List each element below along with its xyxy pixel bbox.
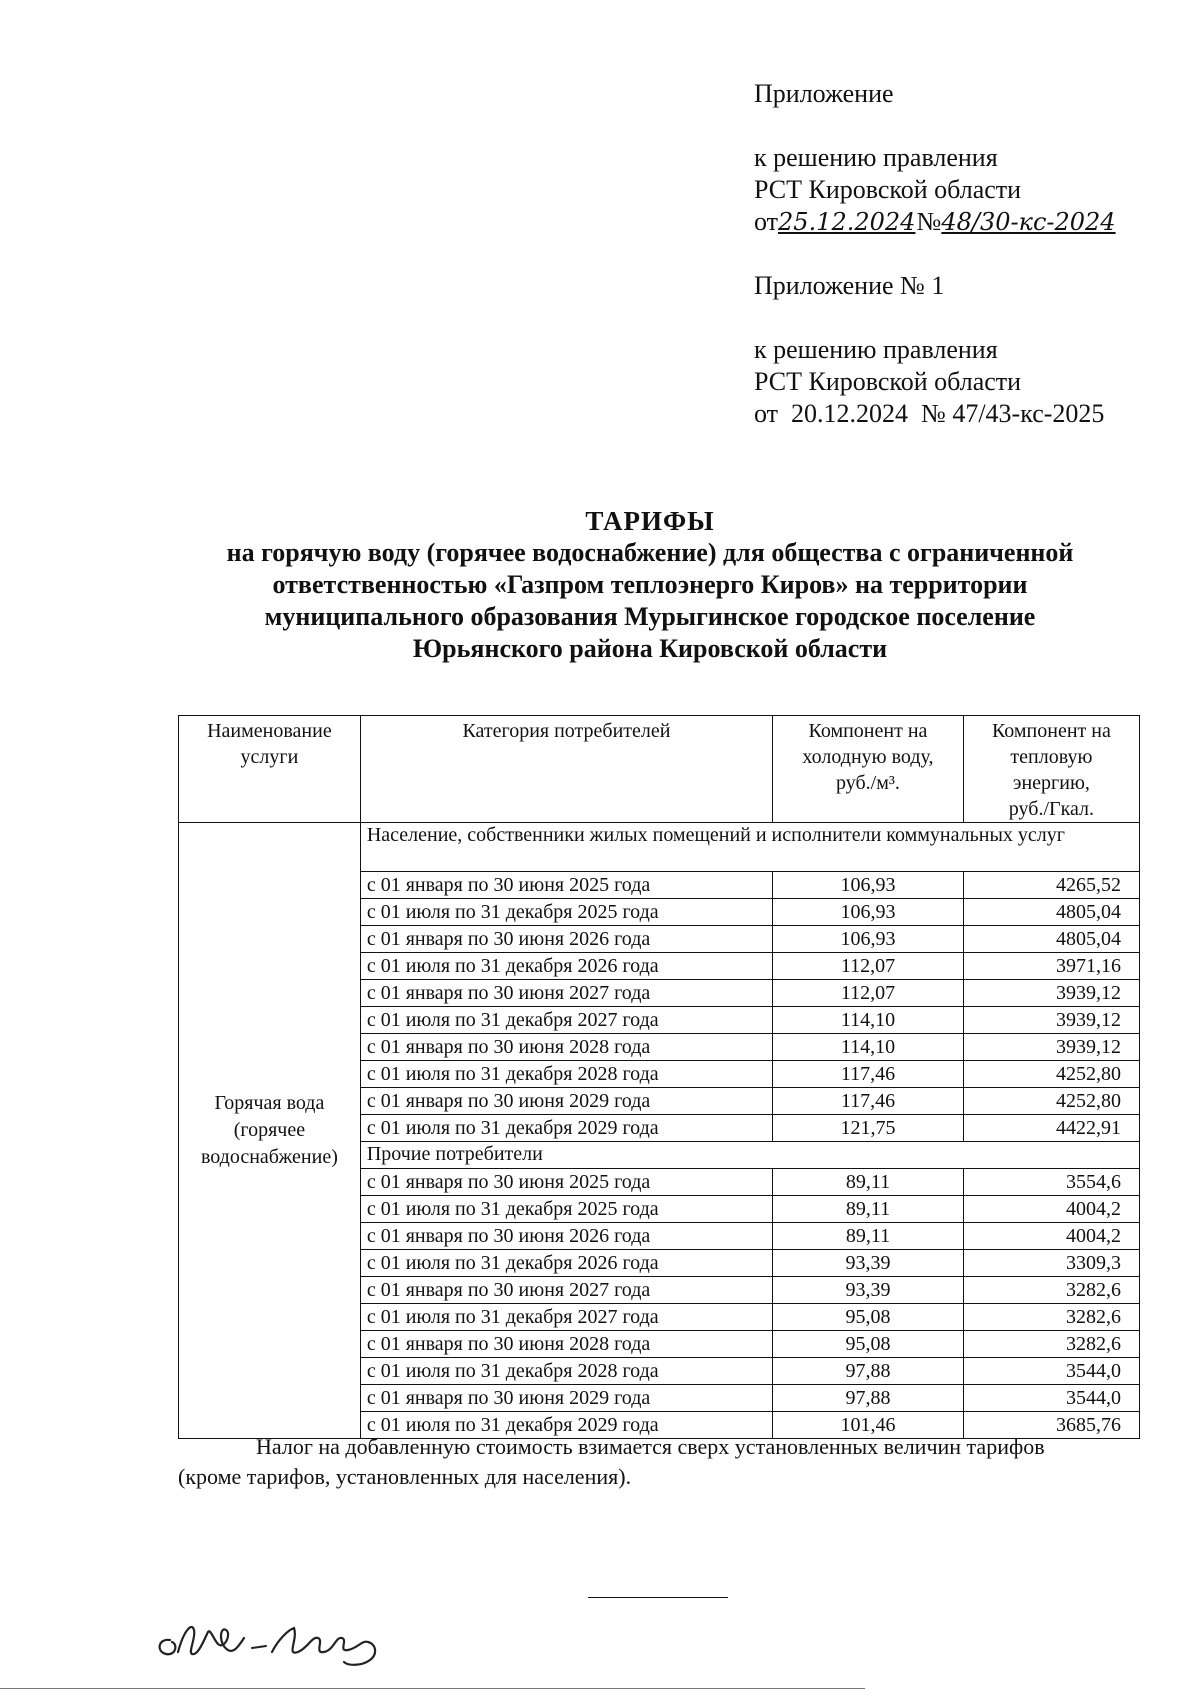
- period-cell: с 01 января по 30 июня 2026 года: [360, 1223, 772, 1250]
- period-cell: с 01 января по 30 июня 2028 года: [360, 1034, 772, 1061]
- period-cell: с 01 июля по 31 декабря 2025 года: [360, 899, 772, 926]
- cold-water-cell: 95,08: [773, 1304, 964, 1331]
- heat-energy-cell: 3685,76: [963, 1412, 1139, 1439]
- appendix-line: к решению правления: [754, 335, 998, 364]
- heat-energy-cell: 3544,0: [963, 1358, 1139, 1385]
- cold-water-cell: 93,39: [773, 1250, 964, 1277]
- heat-energy-cell: 4265,52: [963, 872, 1139, 899]
- period-cell: с 01 июля по 31 декабря 2028 года: [360, 1358, 772, 1385]
- cold-water-cell: 93,39: [773, 1277, 964, 1304]
- period-cell: с 01 июля по 31 декабря 2027 года: [360, 1007, 772, 1034]
- heat-energy-cell: 3544,0: [963, 1385, 1139, 1412]
- period-cell: с 01 июля по 31 декабря 2029 года: [360, 1115, 772, 1142]
- table-group-row: [179, 823, 1140, 872]
- service-name-cell: Горячая вода (горячее водоснабжение): [179, 823, 361, 1439]
- appendix-reference: от 20.12.2024 № 47/43-кс-2025: [754, 399, 1105, 428]
- table-body: [179, 823, 1140, 1439]
- heat-energy-cell: 3282,6: [963, 1331, 1139, 1358]
- heat-energy-cell: 4805,04: [963, 926, 1139, 953]
- period-cell: с 01 января по 30 июня 2029 года: [360, 1385, 772, 1412]
- period-cell: с 01 июля по 31 декабря 2027 года: [360, 1304, 772, 1331]
- cold-water-cell: 101,46: [773, 1412, 964, 1439]
- heat-energy-cell: 3309,3: [963, 1250, 1139, 1277]
- heat-energy-cell: 4422,91: [963, 1115, 1139, 1142]
- heat-energy-cell: 3282,6: [963, 1304, 1139, 1331]
- cold-water-cell: 89,11: [773, 1223, 964, 1250]
- period-cell: с 01 июля по 31 декабря 2026 года: [360, 1250, 772, 1277]
- period-cell: с 01 января по 30 июня 2026 года: [360, 926, 772, 953]
- period-cell: с 01 июля по 31 декабря 2029 года: [360, 1412, 772, 1439]
- heat-energy-cell: 3939,12: [963, 980, 1139, 1007]
- bottom-rule: [0, 1688, 865, 1689]
- heat-energy-cell: 4004,2: [963, 1223, 1139, 1250]
- divider-line: [588, 1597, 728, 1598]
- heat-energy-cell: 3554,6: [963, 1169, 1139, 1196]
- consumer-group-label: Население, собственники жилых помещений и исполнители коммунальных услуг: [360, 823, 1139, 872]
- appendix-header: [754, 78, 1146, 430]
- cold-water-cell: 114,10: [773, 1007, 964, 1034]
- period-cell: с 01 июля по 31 декабря 2026 года: [360, 953, 772, 980]
- cold-water-cell: 117,46: [773, 1061, 964, 1088]
- cold-water-cell: 114,10: [773, 1034, 964, 1061]
- number-sign: №: [916, 207, 942, 236]
- period-cell: с 01 января по 30 июня 2027 года: [360, 1277, 772, 1304]
- period-cell: с 01 января по 30 июня 2025 года: [360, 872, 772, 899]
- title-line: ответственностью «Газпром теплоэнерго Киров» на территории: [272, 570, 1028, 599]
- cold-water-cell: 106,93: [773, 872, 964, 899]
- title-line: на горячую воду (горячее водоснабжение) для общества с ограниченной: [226, 538, 1074, 567]
- title-line: муниципального образования Мурыгинское городское поселение: [264, 602, 1036, 631]
- heat-energy-cell: 4252,80: [963, 1061, 1139, 1088]
- cold-water-cell: 95,08: [773, 1331, 964, 1358]
- vat-note: [178, 1432, 1140, 1492]
- header-category: Категория потребителей: [360, 716, 772, 823]
- period-cell: с 01 января по 30 июня 2028 года: [360, 1331, 772, 1358]
- period-cell: с 01 июля по 31 декабря 2025 года: [360, 1196, 772, 1223]
- heat-energy-cell: 3282,6: [963, 1277, 1139, 1304]
- cold-water-cell: 112,07: [773, 980, 964, 1007]
- consumer-group-label: Прочие потребители: [360, 1142, 1139, 1169]
- signature: [148, 1600, 408, 1680]
- heat-energy-cell: 4004,2: [963, 1196, 1139, 1223]
- heat-energy-cell: 3939,12: [963, 1034, 1139, 1061]
- period-cell: с 01 января по 30 июня 2025 года: [360, 1169, 772, 1196]
- cold-water-cell: 106,93: [773, 926, 964, 953]
- heat-energy-cell: 3971,16: [963, 953, 1139, 980]
- cold-water-cell: 106,93: [773, 899, 964, 926]
- document-title: [150, 505, 1150, 665]
- appendix-title: Приложение: [754, 79, 894, 108]
- cold-water-cell: 121,75: [773, 1115, 964, 1142]
- title-line: Юрьянского района Кировской области: [412, 634, 888, 663]
- cold-water-cell: 112,07: [773, 953, 964, 980]
- appendix-line: РСТ Кировской области: [754, 175, 1022, 204]
- title-main: ТАРИФЫ: [585, 506, 715, 536]
- header-cold-water: Компонент на холодную воду, руб./м³.: [773, 716, 964, 823]
- cold-water-cell: 89,11: [773, 1169, 964, 1196]
- appendix-line: к решению правления: [754, 143, 998, 172]
- appendix-line: РСТ Кировской области: [754, 367, 1022, 396]
- heat-energy-cell: 4805,04: [963, 899, 1139, 926]
- vat-note-line: (кроме тарифов, установленных для населения).: [178, 1464, 632, 1489]
- from-prefix: от: [754, 207, 779, 236]
- cold-water-cell: 97,88: [773, 1385, 964, 1412]
- heat-energy-cell: 4252,80: [963, 1088, 1139, 1115]
- heat-energy-cell: 3939,12: [963, 1007, 1139, 1034]
- appendix-decision-line: [754, 206, 1146, 238]
- period-cell: с 01 января по 30 июня 2029 года: [360, 1088, 772, 1115]
- cold-water-cell: 89,11: [773, 1196, 964, 1223]
- period-cell: с 01 июля по 31 декабря 2028 года: [360, 1061, 772, 1088]
- cold-water-cell: 117,46: [773, 1088, 964, 1115]
- header-service: Наименование услуги: [179, 716, 361, 823]
- handwritten-date: 25.12.2024: [778, 208, 916, 236]
- tariff-table: [178, 715, 1140, 1439]
- header-heat-energy: Компонент на тепловую энергию, руб./Гкал.: [963, 716, 1139, 823]
- handwritten-number: 48/30-кс-2024: [941, 208, 1116, 236]
- cold-water-cell: 97,88: [773, 1358, 964, 1385]
- appendix-subtitle: Приложение № 1: [754, 271, 945, 300]
- period-cell: с 01 января по 30 июня 2027 года: [360, 980, 772, 1007]
- vat-note-line: Налог на добавленную стоимость взимается сверх установленных величин тарифов: [256, 1434, 1045, 1459]
- table-header-row: [179, 716, 1140, 823]
